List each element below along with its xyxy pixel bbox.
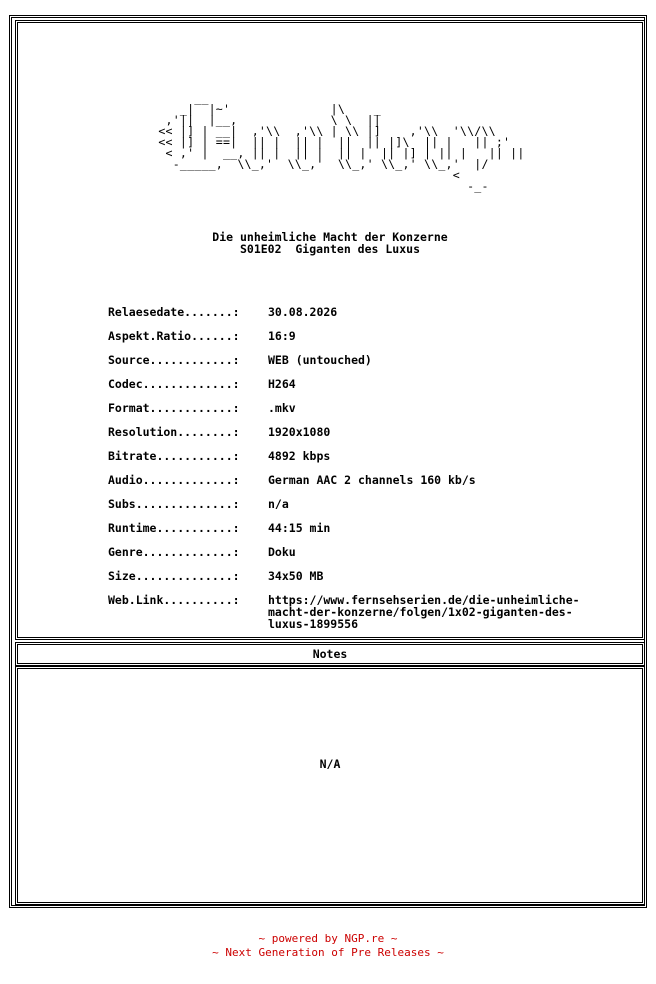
group-logo-ascii: __ _| |~' |\ _ ,'|| |__, \ \ || << |] | __| ,'\\ ,'\\ | \\ |] ,'\\ '\\/\\ << |] | ==| || | || | || || |]\ || | || ;' < ,' | __, || | || | || | || |] | || | || || -_____, \\_,' \\_,' \\_,' \\_,' \\_,' |/ < -_- <box>158 91 525 193</box>
footer-tagline: ~ Next Generation of Pre Releases ~ <box>212 946 444 959</box>
weblink-value: https://www.fernsehserien.de/die-unheimliche- macht-der-konzerne/folgen/1x02-giganten-des- luxus-1899556 <box>268 593 580 631</box>
detail-value: WEB (untouched) <box>268 353 372 367</box>
detail-key: Size..............: <box>108 569 240 583</box>
detail-key: Source............: <box>108 353 240 367</box>
detail-value: German AAC 2 channels 160 kb/s <box>268 473 476 487</box>
release-details-list <box>108 306 638 641</box>
detail-value: 16:9 <box>268 329 296 343</box>
detail-key: Format............: <box>108 401 240 415</box>
detail-row-source <box>108 354 638 367</box>
notes-body-panel <box>15 666 645 905</box>
footer-powered-by: ~ powered by NGP.re ~ <box>258 932 398 945</box>
detail-key: Genre.............: <box>108 545 240 559</box>
detail-key: Relaesedate.......: <box>108 305 240 319</box>
detail-value: H264 <box>268 377 296 391</box>
detail-value: 1920x1080 <box>268 425 331 439</box>
detail-value: 4892 kbps <box>268 449 331 463</box>
detail-key: Runtime...........: <box>108 521 240 535</box>
detail-value: .mkv <box>268 401 296 415</box>
notes-heading: Notes <box>312 647 348 661</box>
notes-header-panel <box>15 642 645 666</box>
nfo-frame <box>9 15 647 908</box>
detail-row-bitrate <box>108 450 638 463</box>
detail-key: Web.Link..........: <box>108 593 240 607</box>
detail-row-weblink <box>108 594 638 630</box>
detail-row-aspect-ratio <box>108 330 638 343</box>
release-title-name: Die unheimliche Macht der Konzerne <box>212 230 448 244</box>
release-info-panel <box>15 20 645 640</box>
detail-row-audio <box>108 474 638 487</box>
detail-key: Resolution........: <box>108 425 240 439</box>
detail-key: Aspekt.Ratio......: <box>108 329 240 343</box>
detail-row-subs <box>108 498 638 511</box>
detail-value: 34x50 MB <box>268 569 324 583</box>
detail-value: Doku <box>268 545 296 559</box>
notes-content: N/A <box>319 757 341 771</box>
detail-row-size <box>108 570 638 583</box>
release-title-episode: S01E02 Giganten des Luxus <box>239 242 420 256</box>
detail-value: n/a <box>268 497 289 511</box>
detail-row-runtime <box>108 522 638 535</box>
detail-value: 30.08.2026 <box>268 305 338 319</box>
detail-key: Subs..............: <box>108 497 240 511</box>
detail-row-resolution <box>108 426 638 439</box>
detail-row-format <box>108 402 638 415</box>
detail-key: Bitrate...........: <box>108 449 240 463</box>
detail-value: 44:15 min <box>268 521 331 535</box>
detail-row-releasedate <box>108 306 638 319</box>
detail-row-codec <box>108 378 638 391</box>
detail-key: Codec.............: <box>108 377 240 391</box>
release-title <box>18 231 642 255</box>
detail-row-genre <box>108 546 638 559</box>
detail-key: Audio.............: <box>108 473 240 487</box>
footer <box>0 932 656 960</box>
